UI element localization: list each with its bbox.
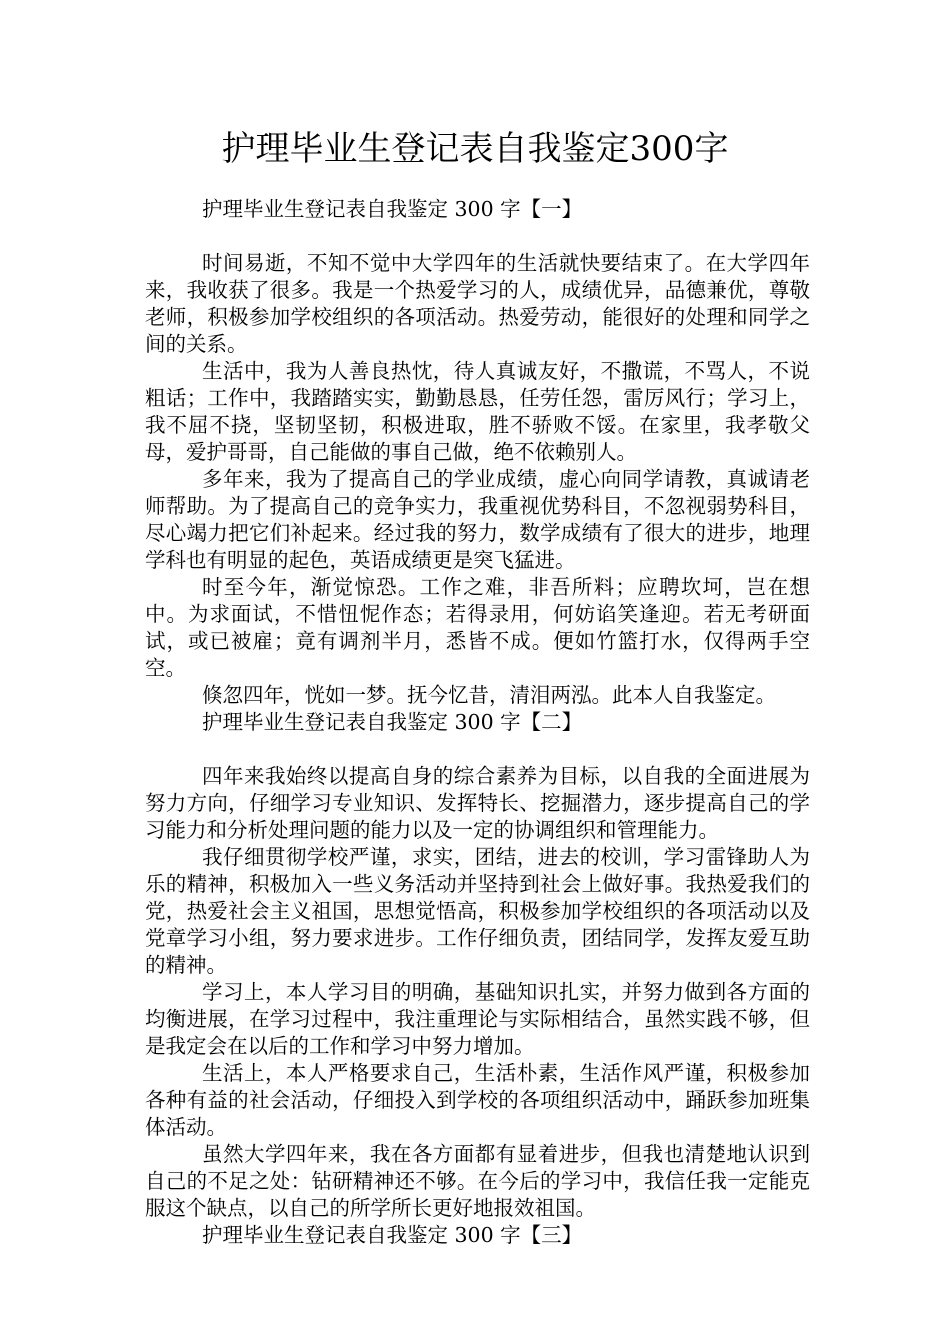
paragraph: 虽然大学四年来，我在各方面都有显着进步，但我也清楚地认识到自己的不足之处：钻研精神还不够。在今后的学习中，我信任我一定能克服这个缺点，以自己的所学所长更好地报效祖国。 xyxy=(145,1142,810,1220)
paragraph: 倏忽四年，恍如一梦。抚今忆昔，清泪两泓。此本人自我鉴定。 xyxy=(202,683,776,707)
paragraph: 时间易逝，不知不觉中大学四年的生活就快要结束了。在大学四年来，我收获了很多。我是一个热爱学习的人，成绩优异，品德兼优，尊敬老师，积极参加学校组织的各项活动。热爱劳动，能很好的处理和同学之间的关系。 xyxy=(145,251,810,356)
paragraph: 生活上，本人严格要求自己，生活朴素，生活作风严谨，积极参加各种有益的社会活动，仔细投入到学校的各项组织活动中，踊跃参加班集体活动。 xyxy=(145,1061,810,1139)
section-heading-1: 护理毕业生登记表自我鉴定 300 字【一】 xyxy=(202,197,583,221)
document-title: 护理毕业生登记表自我鉴定300字 xyxy=(221,129,729,169)
section-heading-3: 护理毕业生登记表自我鉴定 300 字【三】 xyxy=(202,1223,583,1247)
paragraph: 时至今年，渐觉惊恐。工作之难，非吾所料；应聘坎坷，岂在想中。为求面试，不惜忸怩作态；若得录用，何妨谄笑逢迎。若无考研面试，或已被雇；竟有调剂半月，悉皆不成。便如竹篮打水，仅得两手空空。 xyxy=(145,575,810,680)
section-heading-2: 护理毕业生登记表自我鉴定 300 字【二】 xyxy=(202,710,583,734)
paragraph: 学习上，本人学习目的明确，基础知识扎实，并努力做到各方面的均衡进展，在学习过程中，我注重理论与实际相结合，虽然实践不够，但是我定会在以后的工作和学习中努力增加。 xyxy=(145,980,810,1058)
paragraph: 生活中，我为人善良热忱，待人真诚友好，不撒谎，不骂人，不说粗话；工作中，我踏踏实实，勤勤恳恳，任劳任怨，雷厉风行；学习上，我不屈不挠，坚韧坚韧，积极进取，胜不骄败不馁。在家里，我孝敬父母，爱护哥哥，自己能做的事自己做，绝不依赖别人。 xyxy=(145,359,810,464)
paragraph: 四年来我始终以提高自身的综合素养为目标，以自我的全面进展为努力方向，仔细学习专业知识、发挥特长、挖掘潜力，逐步提高自己的学习能力和分析处理问题的能力以及一定的协调组织和管理能力。 xyxy=(145,764,810,842)
document-body xyxy=(145,196,810,1249)
paragraph: 我仔细贯彻学校严谨，求实，团结，进去的校训，学习雷锋助人为乐的精神，积极加入一些义务活动并坚持到社会上做好事。我热爱我们的党，热爱社会主义祖国，思想觉悟高，积极参加学校组织的各项活动以及党章学习小组，努力要求进步。工作仔细负责，团结同学，发挥友爱互助的精神。 xyxy=(145,845,810,977)
paragraph: 多年来，我为了提高自己的学业成绩，虚心向同学请教，真诚请老师帮助。为了提高自己的竞争实力，我重视优势科目，不忽视弱势科目，尽心竭力把它们补起来。经过我的努力，数学成绩有了很大的进步，地理学科也有明显的起色，英语成绩更是突飞猛进。 xyxy=(145,467,810,572)
